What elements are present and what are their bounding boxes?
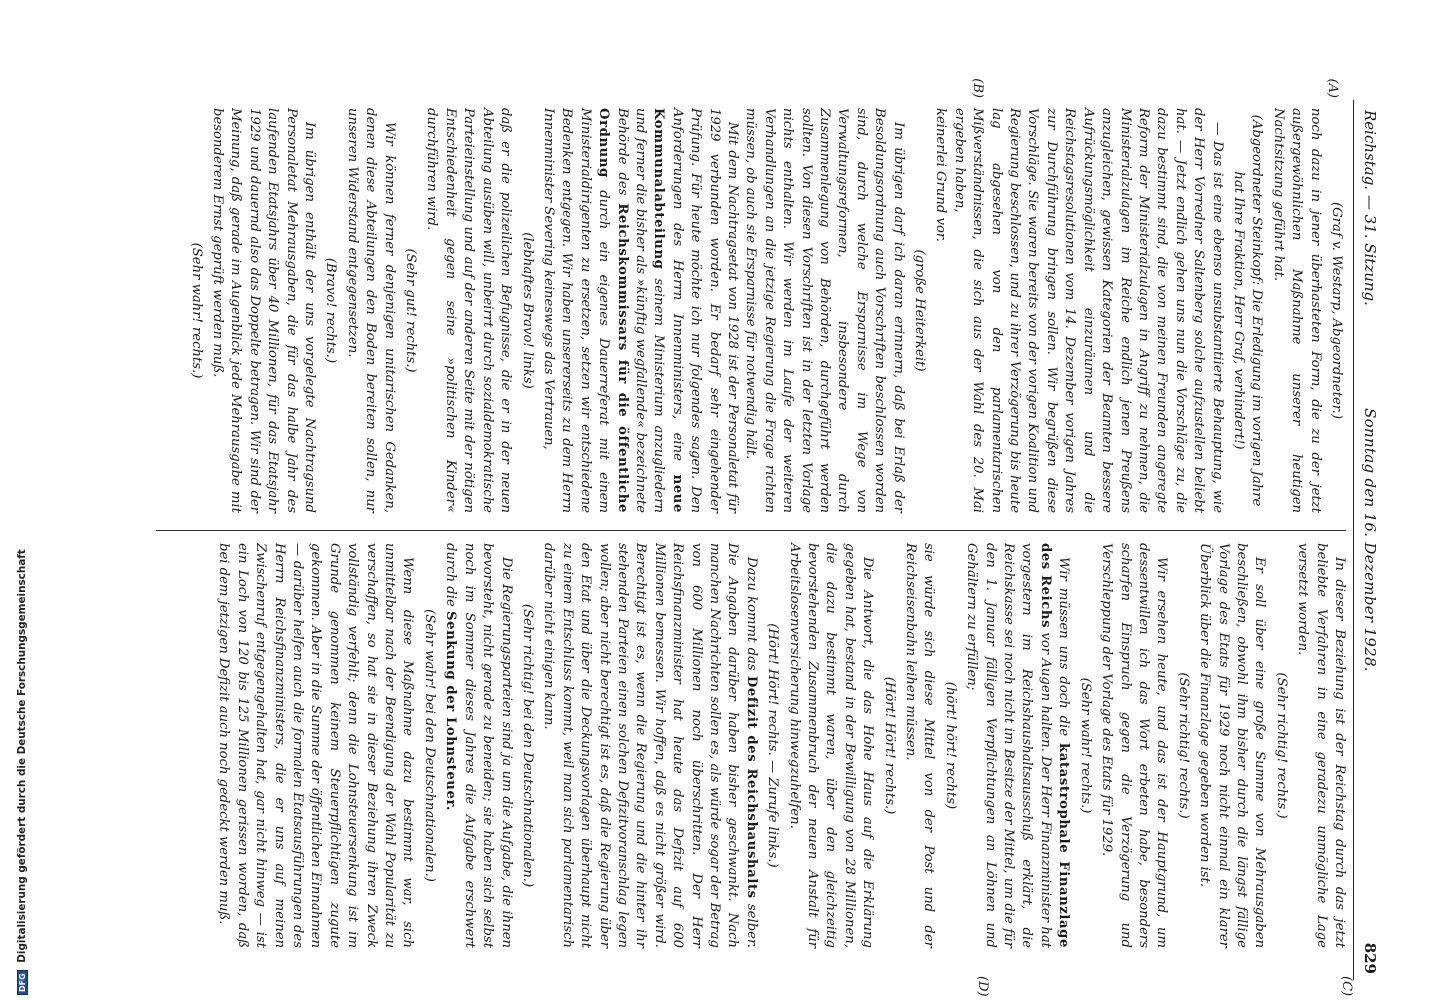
- text-run: durch ein eigenes Dauerreferat mit einem Ministerialdirigenten zu ersetzen, setzen wir entschiedene Bedenken entgegen. Wir haben unsererseits zu dem Herrn Innenminister Severing keineswegs das Vertrauen,: [540, 108, 612, 513]
- paragraph: [441, 543, 515, 948]
- interjection: (Sehr richtig! bei den Deutschnationalen.): [519, 603, 535, 888]
- paragraph: Im übrigen darf ich daran erinnern, daß bei Erlaß der Besoldungsordnung auch Vorschriften beschlossen worden sind, durch welche Ersparnisse im Wege von Verwaltungsreformen, insbesondere durch Zusammenlegung von Behörden, durchgeführt werden sollten. Von diesen Vorschriften ist in der letzten Vorlage nichts enthalten. Wir werden im Laufe der weiteren Verhandlungen an die jetzige Regierung die Frage richten müssen, ob auch sie Ersparnisse für notwendig hält.: [743, 108, 906, 513]
- interjection: (Sehr wahr! rechts.): [1077, 677, 1093, 814]
- emphasis-run: Defizit des Reichshaushalts: [743, 675, 759, 899]
- text-run: Die Regierungsparteien sind ja um die Aufgabe, die ihnen bevorsteht, nicht gerade zu beneiden; sie haben sich selbst noch im Sommer dieses Jahres die Aufgabe erschwert durch die: [443, 543, 514, 948]
- paragraph: Die Antwort, die das Hohe Haus auf die Erklärung gegeben hat, bestand in der Bewilligung von 28 Millionen, die dazu bestimmt waren, über den gleichzeitig bevorstehenden Zusammenbruch der neuen Anstalt für Arbeitslosenversicherung hinwegzuhelfen.: [786, 543, 876, 948]
- paragraph: [962, 543, 1072, 948]
- emphasis-run: katastrophale Finanzlage des Reichs: [1037, 543, 1072, 948]
- digitization-credit: [16, 0, 28, 995]
- header-date: Sonntag den 16. Dezember 1928.: [1361, 408, 1379, 672]
- text-run: Wir müssen uns doch die: [1056, 557, 1072, 737]
- left-column: [183, 108, 1348, 513]
- paragraph: sie würde sich diese Mittel von der Post und der Reichseisenbahn leihen müssen.: [903, 543, 937, 948]
- emphasis-run: Reichskommissars für die öffentliche Ordnung: [596, 108, 630, 513]
- emphasis-run: Senkung der Lohnsteuer.: [443, 610, 459, 812]
- column-divider: [156, 530, 1346, 531]
- text-run: seinem Ministerium anzugliedern und ferner die bisher als »künftig wegfallende« bezeichnete Behörde des: [614, 108, 667, 513]
- interjection: (Hört! Hört! rechts. — Zurufe links.): [765, 623, 781, 868]
- interjection: (Sehr richtig! rechts.): [1273, 672, 1289, 819]
- dfg-logo-icon: DFG: [17, 970, 28, 995]
- paragraph: Wir können ferner denjenigen unitarischen Gedanken, denen diese Abteilungen den Boden bereiten sollen, nur unseren Widerstand entgegensetzen.: [344, 108, 397, 513]
- speaker-line: (Graf v. Westarp, Abgeordneter.): [1329, 201, 1344, 420]
- right-column: [214, 543, 1348, 948]
- interjection: (Hört! Hört! rechts.): [881, 676, 897, 815]
- paragraph: Wenn diese Maßnahme dazu bestimmt war, sich unmittelbar nach der Beendigung der Wahl Popularität zu verschaffen, so hat sie in dieser Beziehung ihren Zweck vollständig verfehlt; denn die Lohnsteuersenkung ist im Grunde genommen keinem Steuerpflichtigen zugute gekommen. Aber in die Summe der öffentlichen Einnahmen — darüber helfen auch die formalen Etatsausführungen des Herrn Reichsfinanzministers, die er uns auf meinen Zwischenruf entgegengehalten hat, gar nicht hinweg — ist ein Loch von 120 bis 125 Millionen gerissen worden, daß bei dem jetzigen Defizit auch noch gedeckt werden muß.: [216, 543, 416, 948]
- interjection: (Bravo! rechts.): [323, 257, 339, 364]
- margin-mark-a: (A): [1325, 78, 1340, 98]
- margin-mark-c: (C): [1339, 976, 1354, 997]
- interjection: (lebhaftes Bravo! links): [519, 232, 535, 389]
- interjection: (große Heiterkeit): [912, 249, 928, 372]
- header-session: Reichstag. — 31. Sitzung.: [1361, 110, 1379, 306]
- paragraph: Er soll über eine große Summe von Mehrausgaben beschließen, obwohl ihm bisher durch die längst fällige Vorlage des Etats für 1929 noch nicht einmal ein klarer Überblick über die Finanzlage gegeben worden ist.: [1197, 543, 1268, 948]
- text-run: vor Augen halten. Der Herr Finanzminister hat vorgestern im Reichshaushaltsausschuß erklärt, die Reichskasse sei noch nicht im Besitze der Mittel, um die für den 1. Januar fälligen Verpflichtungen an Löhnen und Gehältern zu erfüllen;: [964, 543, 1053, 948]
- paragraph: [539, 108, 741, 513]
- interjection: (Abgeordneter Steinkopf: Die Erledigung im vorigen Jahre hat Ihre Fraktion, Herr Graf, verhindert!): [1230, 114, 1265, 507]
- text-run: Mit dem Nachtragsetat von 1928 ist der Personaletat für 1929 verbunden worden. Er bedarf sehr eingehender Prüfung. Für heute möchte ich nur folgendes sagen. Den Anforderungen des Herrn Innenministers, eine: [669, 108, 740, 513]
- interjection: (Sehr gut! rechts.): [403, 248, 419, 373]
- emphasis-run: neue Kommunalabteilung: [651, 108, 685, 513]
- interjection: (Sehr wahr! rechts.): [188, 242, 204, 379]
- paragraph: In dieser Beziehung ist der Reichstag durch das jetzt beliebte Verfahren in eine geradezu unmögliche Lage versetzt worden.: [1295, 543, 1347, 948]
- printed-page: [130, 78, 1380, 997]
- text-run: Dazu kommt das: [743, 557, 759, 671]
- interjection: (Sehr wahr! bei den Deutschnationalen.): [421, 609, 437, 882]
- page-header: [1353, 100, 1380, 980]
- margin-mark-d: (D): [975, 976, 990, 997]
- paragraph: Wir ersehen heute, und das ist der Hauptgrund, um dessentwillen ich das Wort erbeten habe, besonders scharfen Einspruch gegen die Verzögerung und Verschleppung der Vorlage des Etats für 1929.: [1099, 543, 1170, 948]
- interjection: (hört! hört! rechts): [942, 681, 958, 810]
- paragraph: daß er die polizeilichen Befugnisse, die er in der neuen Abteilung ausüben will, unbeirrt durch sozialdemokratische Parteieinstellung und auf der anderen Seite mit der nötigen Entschiedenheit gegen seine »politischen Kinder« durchführen wird.: [424, 108, 514, 513]
- credit-text: Digitalisierung gefördert durch die Deutsche Forschungsgemeinschaft: [16, 549, 28, 963]
- interjection: (Sehr richtig! rechts.): [1175, 672, 1191, 819]
- text-run: selber. Die Angaben darüber haben bisher geschwankt. Nach manchen Nachrichten sollen es, als würde sogar der Betrag von 600 Millionen noch überschritten. Der Herr Reichsfinanzminister hat heute das Defizit auf 600 Millionen bemessen. Wir hoffen, daß es nicht größer wird. Berechtigt ist es, wenn die Regierung und die hinter ihr stehenden Parteien einen solchen Defizitvoranschlag legen wollen; aber nicht berechtigt ist es, daß die Regierung über den Etat und über die Deckungsvorlagen überhaupt nicht zu einem Entschluss kommt, weil man sich parlamentarisch darüber nicht einigen kann.: [541, 543, 759, 948]
- paragraph: noch dazu in jener überhasteten Form, die zu der jetzt außergewöhnlichen Maßnahme unserer heutigen Nachtsitzung geführt hat.: [1270, 108, 1323, 513]
- paragraph: [539, 543, 760, 948]
- margin-mark-b: (B): [970, 78, 985, 98]
- paragraph: — Das ist eine ebenso unsubstantiierte Behauptung, wie der Herr Vorredner Saltenberg solche aufzustellen beliebt hat. — Jetzt endlich gehen uns nun die Vorschläge zu, die dazu bestimmt sind, die von meinen Freunden angeregte Reform der Ministerialzulagen in Angriff zu nehmen, die Ministerialzulagen im Reiche endlich jenen Preußens anzugleichen, gewissen Kategorien der Beamten bessere Aufrückungsmöglichkeit einzuräumen und die Reichstagsresolutionen vom 14. Dezember vorigen Jahres zur Durchführung bringen sollen. Wir begrüßen diese Vorschläge. Sie waren bereits von der vorigen Koalition und Regierung beschlossen, und zu ihrer Verzögerung bis heute lag abgesehen von den parlamentarischen Mißverständnissen, die sich aus der Wahl des 20. Mai ergeben haben,: [951, 108, 1225, 513]
- paragraph: Im übrigen enthält der uns vorgelegte Nachtragsund Personaletat Mehrausgaben, die für das halbe Jahr des laufenden Etatsjahrs über 40 Millionen, für das Etatsjahr 1929 und dauernd also das Doppelte betragen. Wir sind der Meinung, daß gerade im Augenblick jede Mehrausgabe mit besonderem Ernst geprüft werden muß.: [210, 108, 318, 513]
- paragraph: keinerlei Grund vor.: [933, 108, 949, 242]
- page-number: 829: [1361, 942, 1379, 974]
